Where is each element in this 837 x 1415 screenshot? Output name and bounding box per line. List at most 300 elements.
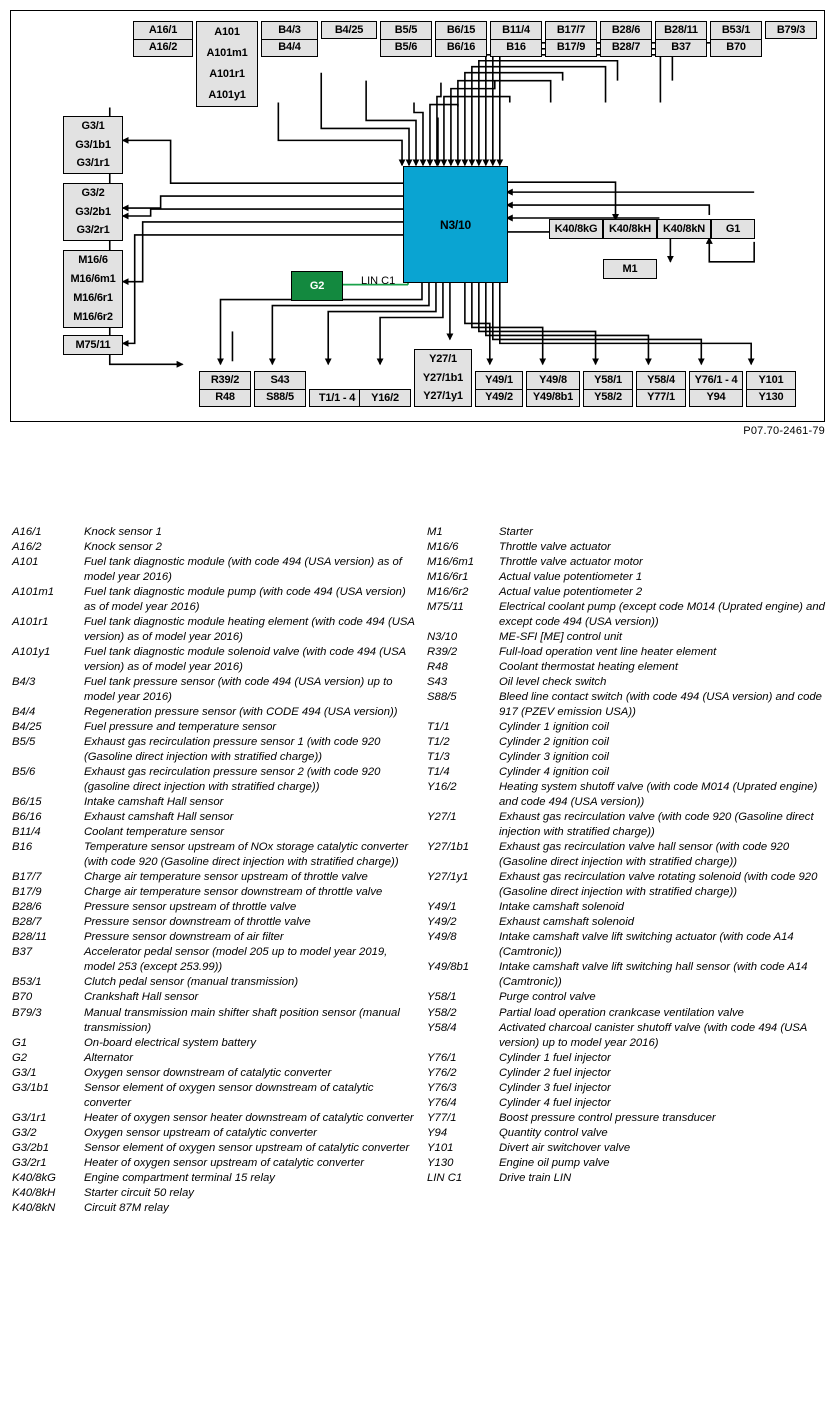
- diagram-node-b4-25[interactable]: [321, 21, 377, 39]
- node-cell: M16/6r2: [73, 311, 113, 323]
- node-cell: A16/1: [148, 23, 178, 36]
- legend-key: B28/11: [12, 931, 47, 944]
- legend-key: M16/6m1: [427, 556, 475, 569]
- legend-key: S88/5: [427, 691, 457, 704]
- legend-key: A101m1: [12, 586, 55, 599]
- node-cell: A16/2: [134, 39, 192, 57]
- diagram-node-g1[interactable]: [711, 219, 755, 239]
- diagram-node-k40-8kn[interactable]: [657, 219, 711, 239]
- legend-key: Y101: [427, 1141, 454, 1154]
- legend-description: Cylinder 1 ignition coil: [499, 721, 609, 734]
- legend-key: G1: [12, 1036, 28, 1049]
- diagram-node-ecu-n3-10[interactable]: [403, 166, 508, 283]
- diagram-node-r39-2[interactable]: [199, 371, 251, 407]
- legend-row: [12, 1066, 417, 1081]
- node-cell: B70: [711, 39, 761, 57]
- legend-row: [12, 705, 417, 720]
- legend-key: Y76/4: [427, 1096, 457, 1109]
- legend-description: Knock sensor 1: [84, 526, 162, 538]
- legend-key: B5/5: [12, 736, 36, 749]
- legend-description: Fuel tank pressure sensor (with code 494 (USA version) up to model year 2016): [84, 676, 393, 704]
- legend-key: B17/7: [12, 871, 42, 884]
- legend-key: B5/6: [12, 766, 36, 779]
- legend-key: B4/3: [12, 676, 36, 689]
- legend-key: M16/6: [427, 541, 459, 554]
- legend-key: M16/6r2: [427, 586, 469, 599]
- legend-description: Pressure sensor downstream of throttle valve: [84, 916, 311, 929]
- legend-row: [427, 990, 827, 1005]
- diagram-node-b6[interactable]: [435, 21, 487, 57]
- legend-key: Y76/2: [427, 1066, 457, 1079]
- legend-row: [12, 720, 417, 735]
- legend-key: A16/2: [12, 541, 42, 554]
- legend-description: Fuel tank diagnostic module heating element (with code 494 (USA version) as of model year 2016): [84, 616, 415, 644]
- legend-row: [12, 900, 417, 915]
- diagram-node-b28-11[interactable]: [655, 21, 707, 57]
- legend-row: [12, 975, 417, 990]
- legend-description: Exhaust gas recirculation valve hall sensor (with code 920 (Gasoline direct injection with stratified charge)): [499, 841, 790, 869]
- node-cell: B79/3: [776, 23, 806, 36]
- node-cell: Y101: [758, 373, 784, 386]
- legend-row: [12, 1006, 417, 1036]
- legend-key: Y94: [427, 1126, 448, 1139]
- figure-caption: P07.70-2461-79: [743, 425, 825, 437]
- diagram-node-b79-3[interactable]: [765, 21, 817, 39]
- legend-key: LIN C1: [427, 1171, 463, 1184]
- legend-key: G2: [12, 1051, 28, 1064]
- legend-description: ME-SFI [ME] control unit: [499, 631, 623, 644]
- legend-key: B79/3: [12, 1006, 42, 1019]
- legend-key: N3/10: [427, 631, 458, 644]
- diagram-node-y27-1[interactable]: [414, 349, 472, 407]
- legend-key: Y77/1: [427, 1111, 457, 1124]
- legend-description: Intake camshaft Hall sensor: [84, 796, 224, 809]
- node-cell: B28/6: [611, 23, 641, 36]
- legend-row: [427, 780, 827, 810]
- legend-key: G3/2b1: [12, 1141, 50, 1154]
- legend-row: [427, 1096, 827, 1111]
- legend-key: Y76/1: [427, 1051, 457, 1064]
- legend-description: Intake camshaft valve lift switching hall sensor (with code A14 (Camtronic)): [499, 961, 808, 989]
- legend-key: B37: [12, 946, 33, 959]
- legend-key: M16/6r1: [427, 571, 469, 584]
- node-cell: A101r1: [209, 68, 245, 80]
- diagram-node-g3-1[interactable]: [63, 116, 123, 174]
- legend-description: Divert air switchover valve: [499, 1141, 631, 1154]
- legend-description: Oxygen sensor upstream of catalytic converter: [84, 1126, 317, 1139]
- legend-key: R48: [427, 661, 448, 674]
- legend-key: K40/8kG: [12, 1171, 56, 1184]
- legend-key: B4/4: [12, 706, 36, 719]
- node-cell: S88/5: [255, 389, 305, 407]
- node-cell: B4/3: [278, 23, 301, 36]
- node-cell: Y27/1b1: [422, 371, 464, 384]
- legend-row: [12, 1141, 417, 1156]
- legend-column-right: [427, 525, 827, 1186]
- diagram-node-y49-1[interactable]: [475, 371, 523, 407]
- legend-key: Y49/2: [427, 916, 457, 929]
- legend-description: Heater of oxygen sensor heater downstream of catalytic converter: [84, 1111, 414, 1124]
- legend-row: [427, 1111, 827, 1126]
- node-cell: B28/11: [664, 23, 698, 36]
- node-cell: A101: [214, 26, 240, 38]
- legend-key: Y58/2: [427, 1006, 457, 1019]
- legend-row: [12, 615, 417, 645]
- legend-description: Exhaust camshaft Hall sensor: [84, 811, 234, 824]
- legend-description: Pressure sensor upstream of throttle valve: [84, 901, 297, 914]
- legend-description: Exhaust gas recirculation valve rotating solenoid (with code 920 (Gasoline direct injection with stratified charge)): [499, 871, 818, 899]
- legend-row: [427, 750, 827, 765]
- legend-description: Drive train LIN: [499, 1171, 572, 1184]
- legend-description: On-board electrical system battery: [84, 1036, 257, 1049]
- diagram-node-b17[interactable]: [545, 21, 597, 57]
- legend-description: Cylinder 2 ignition coil: [499, 736, 609, 749]
- legend-row: [12, 840, 417, 870]
- legend-description: Fuel tank diagnostic module solenoid valve (with code 494 (USA version) as of model year 2016): [84, 646, 406, 674]
- node-cell: K40/8kH: [608, 222, 651, 235]
- legend-description: Purge control valve: [499, 991, 596, 1004]
- diagram-node-a101[interactable]: [196, 21, 258, 107]
- legend-row: [12, 1081, 417, 1111]
- legend-key: B11/4: [12, 826, 41, 839]
- legend-row: [427, 1006, 827, 1021]
- node-cell: B16: [491, 39, 541, 57]
- legend-key: B17/9: [12, 886, 42, 899]
- legend-description: Cylinder 4 fuel injector: [499, 1096, 611, 1109]
- legend-description: Alternator: [84, 1051, 133, 1064]
- legend-row: [12, 795, 417, 810]
- legend-key: A101: [12, 556, 39, 569]
- legend-description: Bleed line contact switch (with code 494 (USA version) and code 917 (PZEV emission USA)): [499, 691, 822, 719]
- legend-row: [427, 915, 827, 930]
- node-cell: G2: [309, 279, 325, 292]
- legend-description: Exhaust gas recirculation pressure sensor 1 (with code 920 (Gasoline direct injection with stratified charge)): [84, 736, 381, 764]
- legend-key: B4/25: [12, 721, 42, 734]
- node-cell: Y49/8b1: [527, 389, 579, 407]
- legend-key: M75/11: [427, 601, 464, 614]
- diagram-node-s43[interactable]: [254, 371, 306, 407]
- diagram-node-y49-8[interactable]: [526, 371, 580, 407]
- legend-description: Full-load operation vent line heater element: [499, 646, 717, 659]
- legend-row: [427, 840, 827, 870]
- node-cell: S43: [270, 373, 290, 386]
- legend-row: [12, 540, 417, 555]
- legend-description: Quantity control valve: [499, 1126, 608, 1139]
- legend-row: [427, 1126, 827, 1141]
- legend-row: [427, 660, 827, 675]
- node-cell: R48: [200, 389, 250, 407]
- legend-description: Engine compartment terminal 15 relay: [84, 1171, 275, 1184]
- legend-description: Cylinder 1 fuel injector: [499, 1051, 611, 1064]
- diagram-node-y16-2[interactable]: [359, 389, 411, 407]
- legend-row: [12, 645, 417, 675]
- node-cell: G3/1: [81, 119, 105, 132]
- legend-description: Charge air temperature sensor upstream of throttle valve: [84, 871, 368, 884]
- legend-row: [427, 540, 827, 555]
- node-cell: A101m1: [206, 47, 248, 59]
- legend-key: A101y1: [12, 646, 51, 659]
- legend-description: Accelerator pedal sensor (model 205 up to model year 2019, model 253 (except 253.99)): [84, 946, 388, 974]
- node-cell: Y58/4: [647, 373, 675, 386]
- diagram-node-b11-4[interactable]: [490, 21, 542, 57]
- diagram-node-y58-1[interactable]: [583, 371, 633, 407]
- legend-row: [427, 630, 827, 645]
- legend-description: Charge air temperature sensor downstream of throttle valve: [84, 886, 383, 899]
- legend-row: [427, 570, 827, 585]
- legend-row: [12, 525, 417, 540]
- node-cell: M16/6r1: [73, 292, 113, 304]
- legend-row: [427, 585, 827, 600]
- legend-key: T1/4: [427, 766, 450, 779]
- node-cell: M75/11: [75, 338, 111, 351]
- legend-description: Sensor element of oxygen sensor upstream of catalytic converter: [84, 1141, 410, 1154]
- legend-key: G3/2r1: [12, 1156, 47, 1169]
- node-cell: Y49/8: [539, 373, 567, 386]
- legend-description: Cylinder 4 ignition coil: [499, 766, 609, 779]
- node-cell: B17/9: [546, 39, 596, 57]
- legend-description: Activated charcoal canister shutoff valve (with code 494 (USA version) up to model year 2016): [499, 1021, 807, 1049]
- legend-key: S43: [427, 676, 448, 689]
- node-cell: Y58/1: [594, 373, 622, 386]
- legend-description: Cylinder 2 fuel injector: [499, 1066, 611, 1079]
- legend-row: [12, 885, 417, 900]
- node-cell: G3/2b1: [75, 205, 111, 218]
- node-cell: Y49/1: [485, 373, 513, 386]
- legend-row: [427, 1156, 827, 1171]
- legend-key: K40/8kN: [12, 1201, 56, 1214]
- legend-row: [427, 900, 827, 915]
- legend-description: Fuel pressure and temperature sensor: [84, 721, 277, 734]
- diagram-node-alternator-g2[interactable]: [291, 271, 343, 301]
- legend-description: Knock sensor 2: [84, 541, 162, 554]
- legend-description: Heating system shutoff valve (with code M014 (Uprated engine) and code 494 (USA version)): [499, 781, 818, 809]
- legend-row: [427, 1081, 827, 1096]
- legend-key: M1: [427, 526, 443, 538]
- ecu-label: N3/10: [439, 217, 472, 232]
- legend-description: Actual value potentiometer 2: [499, 586, 643, 599]
- legend-row: [12, 915, 417, 930]
- legend-row: [427, 1141, 827, 1156]
- legend-row: [12, 930, 417, 945]
- legend-key: Y49/8b1: [427, 961, 470, 974]
- node-cell: K40/8kN: [662, 222, 705, 235]
- legend-key: A16/1: [12, 526, 42, 538]
- diagram-node-b4-3[interactable]: [261, 21, 318, 57]
- diagram-node-t1[interactable]: [309, 389, 365, 407]
- legend-description: Throttle valve actuator: [499, 541, 611, 554]
- legend-row: [427, 555, 827, 570]
- node-cell: G1: [725, 222, 741, 235]
- legend-description: Coolant temperature sensor: [84, 826, 225, 839]
- legend-description: Actual value potentiometer 1: [499, 571, 643, 584]
- legend-description: Fuel tank diagnostic module (with code 494 (USA version) as of model year 2016): [84, 556, 402, 584]
- diagram-node-y76[interactable]: [689, 371, 743, 407]
- legend-row: [12, 825, 417, 840]
- diagram-node-b53-1[interactable]: [710, 21, 762, 57]
- node-cell: Y27/1: [429, 352, 457, 365]
- legend-key: Y27/1: [427, 811, 457, 824]
- legend-row: [12, 1156, 417, 1171]
- legend-row: [427, 960, 827, 990]
- node-cell: B17/7: [556, 23, 586, 36]
- legend-row: [12, 1186, 417, 1201]
- legend-description: Pressure sensor downstream of air filter: [84, 931, 284, 944]
- legend-key: Y130: [427, 1156, 454, 1169]
- legend-key: Y27/1b1: [427, 841, 470, 854]
- node-cell: B6/16: [436, 39, 486, 57]
- legend-row: [427, 735, 827, 750]
- legend-key: B6/16: [12, 811, 42, 824]
- legend-row: [427, 930, 827, 960]
- diagram-node-b5[interactable]: [380, 21, 432, 57]
- diagram-node-g3-2[interactable]: [63, 183, 123, 241]
- legend-row: [427, 720, 827, 735]
- legend-row: [427, 600, 827, 630]
- legend-row: [12, 585, 417, 615]
- wiring-diagram-frame: [10, 10, 825, 422]
- node-cell: M16/6: [78, 254, 108, 266]
- legend-row: [12, 1201, 417, 1216]
- legend-row: [427, 690, 827, 720]
- legend-description: Starter circuit 50 relay: [84, 1186, 194, 1199]
- node-cell: Y77/1: [637, 389, 685, 407]
- legend-description: Electrical coolant pump (except code M014 (Uprated engine) and except code 494 (USA version)): [499, 601, 825, 629]
- diagram-node-y101[interactable]: [746, 371, 796, 407]
- legend-key: K40/8kH: [12, 1186, 56, 1199]
- legend-key: B16: [12, 841, 33, 854]
- legend-description: Regeneration pressure sensor (with CODE 494 (USA version)): [84, 706, 398, 719]
- legend-description: Crankshaft Hall sensor: [84, 991, 199, 1004]
- legend-row: [12, 765, 417, 795]
- legend-description: Heater of oxygen sensor upstream of catalytic converter: [84, 1156, 365, 1169]
- legend-key: B70: [12, 991, 33, 1004]
- legend-row: [12, 1051, 417, 1066]
- legend-description: Coolant thermostat heating element: [499, 661, 678, 674]
- legend-description: Sensor element of oxygen sensor downstream of catalytic converter: [84, 1081, 374, 1109]
- legend-key: Y16/2: [427, 781, 457, 794]
- legend-column-left: [12, 525, 417, 1216]
- legend-key: Y58/1: [427, 991, 457, 1004]
- legend-row: [427, 525, 827, 540]
- node-cell: B53/1: [721, 23, 751, 36]
- legend-description: Exhaust camshaft solenoid: [499, 916, 635, 929]
- diagram-node-k40-8kh[interactable]: [603, 219, 657, 239]
- legend-key: G3/1r1: [12, 1111, 47, 1124]
- diagram-node-b28-6[interactable]: [600, 21, 652, 57]
- node-cell: Y27/1y1: [423, 390, 463, 403]
- node-cell: B37: [656, 39, 706, 57]
- node-cell: Y94: [690, 389, 742, 407]
- legend-row: [12, 1126, 417, 1141]
- legend-key: B6/15: [12, 796, 42, 809]
- legend-description: Intake camshaft solenoid: [499, 901, 624, 914]
- legend-key: Y27/1y1: [427, 871, 469, 884]
- legend-row: [427, 1051, 827, 1066]
- legend-key: Y76/3: [427, 1081, 457, 1094]
- legend-description: Cylinder 3 fuel injector: [499, 1081, 611, 1094]
- legend-description: Clutch pedal sensor (manual transmission): [84, 976, 299, 989]
- legend-key: B28/7: [12, 916, 42, 929]
- legend-row: [427, 765, 827, 780]
- legend-description: Throttle valve actuator motor: [499, 556, 643, 569]
- node-cell: B11/4: [502, 23, 530, 36]
- diagram-node-a16[interactable]: [133, 21, 193, 57]
- legend-row: [427, 810, 827, 840]
- node-cell: B4/4: [262, 39, 317, 57]
- legend-description: Exhaust gas recirculation valve (with code 920 (Gasoline direct injection with stratified charge)): [499, 811, 814, 839]
- legend-row: [12, 675, 417, 705]
- legend-row: [427, 1021, 827, 1051]
- diagram-node-m16-6[interactable]: [63, 250, 123, 328]
- legend-key: T1/3: [427, 751, 450, 764]
- diagram-node-y58-4[interactable]: [636, 371, 686, 407]
- legend-key: B53/1: [12, 976, 42, 989]
- legend-description: Starter: [499, 526, 533, 538]
- legend-description: Oxygen sensor downstream of catalytic converter: [84, 1066, 332, 1079]
- legend-row: [12, 945, 417, 975]
- legend-row: [12, 555, 417, 585]
- legend-row: [12, 735, 417, 765]
- node-cell: G3/1r1: [76, 157, 110, 170]
- legend-key: B28/6: [12, 901, 42, 914]
- node-cell: B5/6: [381, 39, 431, 57]
- legend-row: [12, 1036, 417, 1051]
- legend-description: Exhaust gas recirculation pressure sensor 2 (with code 920 (gasoline direct injection with stratified charge)): [84, 766, 381, 794]
- legend-row: [427, 1066, 827, 1081]
- node-cell: Y58/2: [584, 389, 632, 407]
- legend-key: G3/1: [12, 1066, 37, 1079]
- node-cell: G3/1b1: [75, 138, 111, 151]
- node-cell: G3/2r1: [76, 224, 110, 237]
- node-cell: B28/7: [601, 39, 651, 57]
- node-cell: B6/15: [446, 23, 476, 36]
- diagram-node-m1[interactable]: [603, 259, 657, 279]
- legend-description: Fuel tank diagnostic module pump (with code 494 (USA version) as of model year 2016): [84, 586, 406, 614]
- lin-bus-label: LIN C1: [361, 275, 396, 287]
- legend-row: [12, 870, 417, 885]
- legend-description: Boost pressure control pressure transducer: [499, 1111, 716, 1124]
- diagram-node-k40-8kg[interactable]: [549, 219, 603, 239]
- node-cell: Y16/2: [371, 391, 399, 404]
- legend-row: [12, 1111, 417, 1126]
- legend-key: T1/2: [427, 736, 450, 749]
- legend-key: T1/1: [427, 721, 450, 734]
- node-cell: Y130: [747, 389, 795, 407]
- legend-key: Y49/8: [427, 931, 457, 944]
- legend-description: Cylinder 3 ignition coil: [499, 751, 609, 764]
- node-cell: M16/6m1: [70, 273, 116, 285]
- legend-key: A101r1: [12, 616, 49, 629]
- diagram-node-m75-11[interactable]: [63, 335, 123, 355]
- node-cell: M1: [622, 262, 638, 275]
- node-cell: B4/25: [334, 23, 364, 36]
- legend-description: Temperature sensor upstream of NOx storage catalytic converter (with code 920 (Gasoline direct injection with stratified charge)): [84, 841, 409, 869]
- legend-row: [12, 990, 417, 1005]
- legend-description: Partial load operation crankcase ventilation valve: [499, 1006, 744, 1019]
- legend-description: Oil level check switch: [499, 676, 607, 689]
- legend-description: Intake camshaft valve lift switching actuator (with code A14 (Camtronic)): [499, 931, 794, 959]
- legend-description: Manual transmission main shifter shaft position sensor (manual transmission): [84, 1006, 400, 1034]
- legend-row: [427, 675, 827, 690]
- node-cell: A101y1: [208, 89, 246, 101]
- legend-key: G3/2: [12, 1126, 37, 1139]
- legend-key: Y58/4: [427, 1021, 457, 1034]
- legend-description: Engine oil pump valve: [499, 1156, 610, 1169]
- legend-key: G3/1b1: [12, 1081, 50, 1094]
- node-cell: K40/8kG: [554, 222, 598, 235]
- node-cell: Y76/1 - 4: [694, 373, 738, 386]
- legend-description: Circuit 87M relay: [84, 1201, 169, 1214]
